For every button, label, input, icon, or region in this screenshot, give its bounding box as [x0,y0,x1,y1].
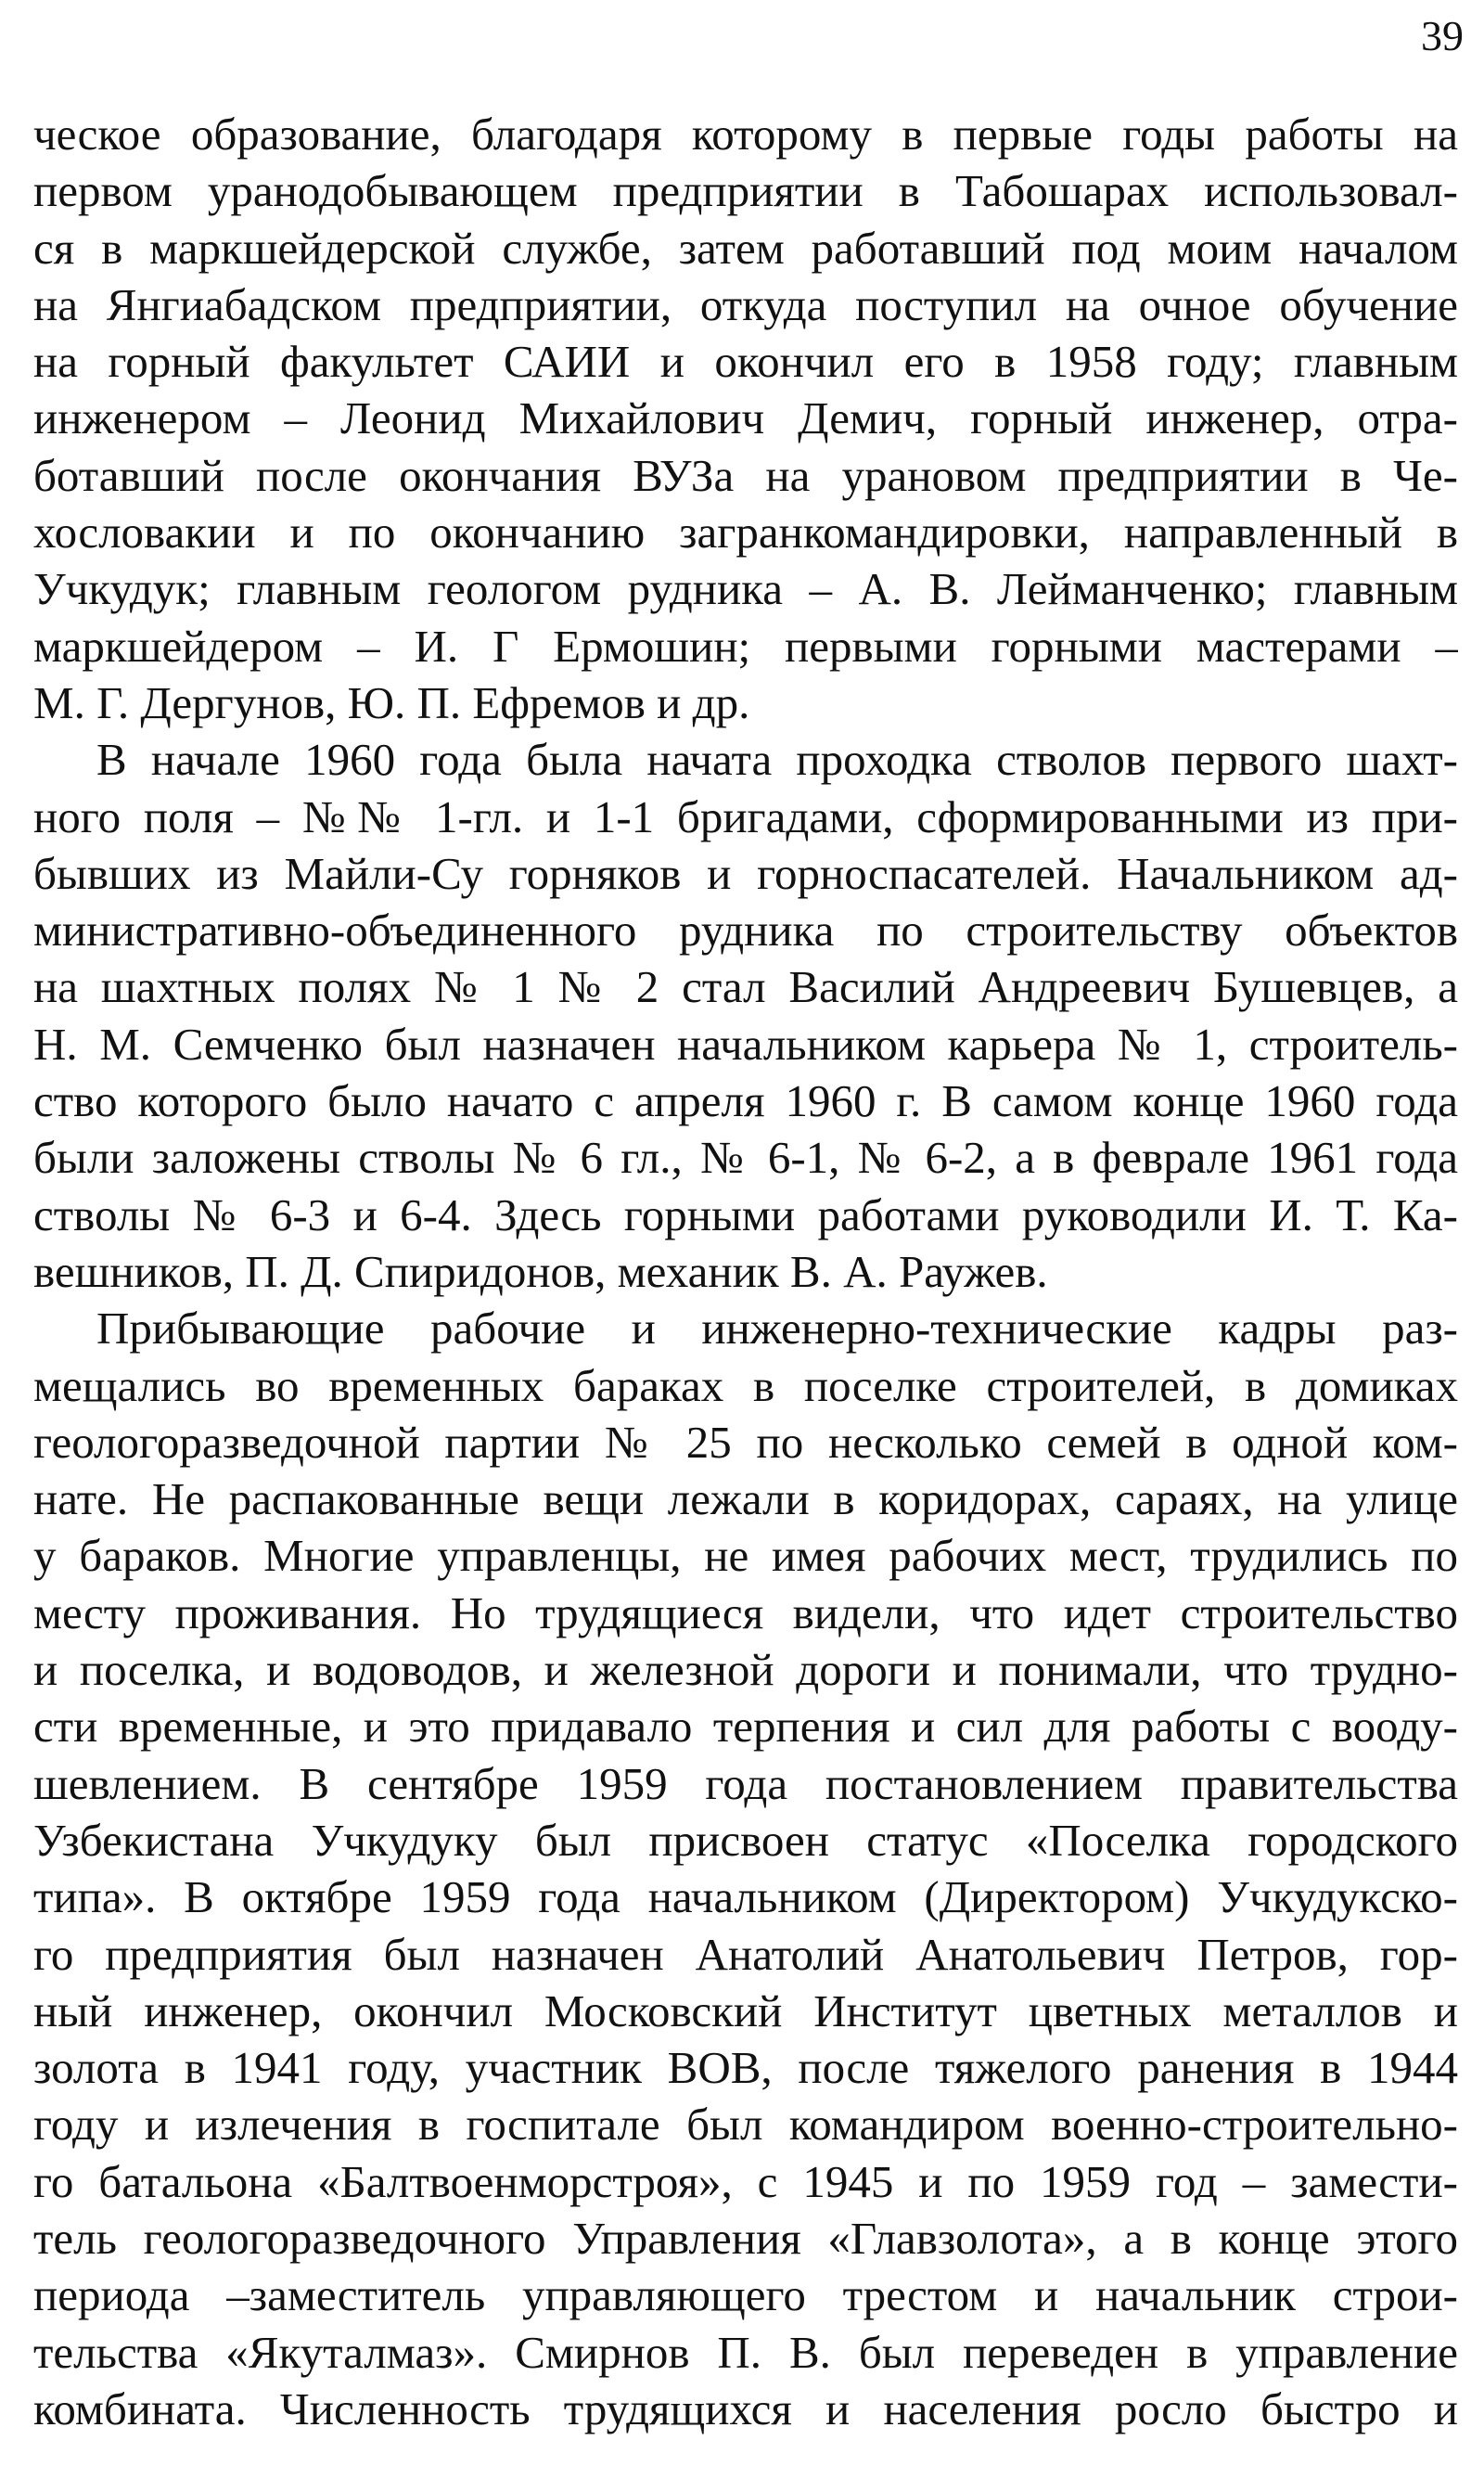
text-line: бывших из Майли-Су горняков и горноспасателей. Начальником ад- [33,847,1458,899]
text-line: го батальона «Балтвоенморстроя», с 1945 и по 1959 год – замести- [33,2155,1458,2207]
text-line: Учкудук; главным геологом рудника – А. В. Лейманченко; главным [33,563,1458,615]
text-line: М. Г. Дергунов, Ю. П. Ефремов и др. [33,676,750,728]
paragraph [33,106,1458,731]
text-line: на горный факультет САИИ и окончил его в 1958 году; главным [33,336,1458,388]
text-line: у бараков. Многие управленцы, не имея рабочих мест, трудились по [33,1530,1458,1582]
text-line: ный инженер, окончил Московский Институт цветных металлов и [33,1984,1458,2036]
text-line: стволы № 6-3 и 6-4. Здесь горными работами руководили И. Т. Ка- [33,1188,1458,1240]
text-line: Прибывающие рабочие и инженерно-технические кадры раз- [96,1303,1458,1355]
text-line: ботавший после окончания ВУЗа на урановом предприятии в Че- [33,449,1458,501]
text-line: мещались во временных бараках в поселке строителей, в домиках [33,1359,1458,1411]
text-line: типа». В октябре 1959 года начальником (Директором) Учкудукско- [33,1871,1458,1923]
text-line: сти временные, и это придавало терпения и сил для работы с вооду- [33,1701,1458,1753]
paragraph [33,1300,1458,2437]
text-line: были заложены стволы № 6 гл., № 6-1, № 6-2, а в феврале 1961 года [33,1132,1458,1184]
text-line: вешников, П. Д. Спиридонов, механик В. А. Раужев. [33,1245,1048,1297]
paragraph [33,731,1458,1300]
text-line: В начале 1960 года была начата проходка стволов первого шахт- [96,734,1458,786]
text-line: шевлением. В сентябре 1959 года постановлением правительства [33,1757,1458,1809]
page-body-text [33,106,1458,2437]
text-line: хословакии и по окончанию загранкомандировки, направленный в [33,507,1458,559]
text-line: нате. Не распакованные вещи лежали в коридорах, сараях, на улице [33,1473,1458,1525]
text-line: на Янгиабадском предприятии, откуда поступил на очное обучение [33,278,1458,330]
text-line: ство которого было начато с апреля 1960 г. В самом конце 1960 года [33,1075,1458,1127]
text-line: ного поля – №№ 1-гл. и 1-1 бригадами, сформированными из при- [33,790,1458,842]
text-line: золота в 1941 году, участник ВОВ, после тяжелого ранения в 1944 [33,2042,1458,2094]
text-line: инженером – Леонид Михайлович Демич, горный инженер, отра- [33,392,1458,444]
text-line: Н. М. Семченко был назначен начальником карьера № 1, строитель- [33,1018,1458,1070]
text-line: первом уранодобывающем предприятии в Табошарах использовал- [33,165,1458,217]
text-line: комбината. Численность трудящихся и населения росло быстро и [33,2383,1458,2434]
text-line: году и излечения в госпитале был командиром военно-строительно- [33,2099,1458,2151]
text-line: министративно-объединенного рудника по строительству объектов [33,905,1458,957]
text-line: периода –заместитель управляющего трестом и начальник строи- [33,2269,1458,2321]
page-number: 39 [1421,12,1464,59]
text-line: маркшейдером – И. Г Ермошин; первыми горными мастерами – [33,620,1458,672]
text-line: тельства «Якуталмаз». Смирнов П. В. был переведен в управление [33,2326,1458,2378]
text-line: го предприятия был назначен Анатолий Анатольевич Петров, гор- [33,1928,1458,1980]
text-line: геологоразведочной партии № 25 по несколько семей в одной ком- [33,1416,1458,1468]
text-line: Узбекистана Учкудуку был присвоен статус «Поселка городского [33,1814,1458,1866]
text-line: тель геологоразведочного Управления «Главзолота», а в конце этого [33,2212,1458,2264]
text-line: на шахтных полях № 1 № 2 стал Василий Андреевич Бушевцев, а [33,961,1458,1013]
text-line: месту проживания. Но трудящиеся видели, что идет строительство [33,1586,1458,1638]
text-line: и поселка, и водоводов, и железной дороги и понимали, что трудно- [33,1644,1458,1696]
text-line: ся в маркшейдерской службе, затем работавший под моим началом [33,222,1458,274]
text-line: ческое образование, благодаря которому в первые годы работы на [33,109,1458,160]
